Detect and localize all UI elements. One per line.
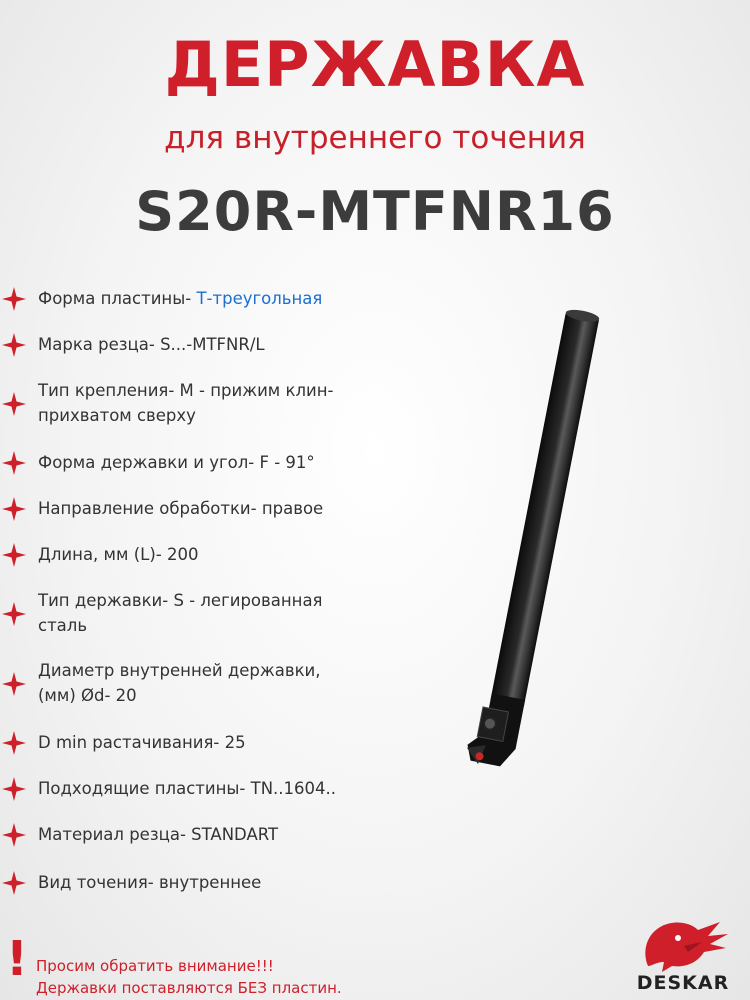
- star-bullet-icon: [2, 543, 26, 567]
- star-bullet-icon: [2, 497, 26, 521]
- spec-label: Материал резца- STANDART: [38, 825, 279, 844]
- spec-label-line2: (мм) Ød- 20: [38, 686, 137, 705]
- star-bullet-icon: [2, 333, 26, 357]
- spec-label-line2: сталь: [38, 616, 88, 635]
- spec-label: D min растачивания- 25: [38, 733, 246, 752]
- spec-label: Подходящие пластины- TN..1604..: [38, 779, 337, 798]
- star-bullet-icon: [2, 451, 26, 475]
- page-subtitle: для внутреннего точения: [164, 120, 586, 156]
- spec-label: Длина, мм (L)- 200: [38, 545, 199, 564]
- spec-value-highlight: Т-треугольная: [196, 289, 323, 308]
- boring-bar-image: [420, 300, 660, 800]
- spec-label: Направление обработки- правое: [38, 499, 324, 518]
- spec-label: Вид точения- внутреннее: [38, 873, 262, 892]
- spec-label: Тип крепления- М - прижим клин-: [38, 381, 334, 400]
- clamp-screw: [483, 717, 497, 731]
- page-title: ДЕРЖАВКА: [164, 28, 586, 101]
- tool-shank: [490, 311, 600, 710]
- model-code: S20R-MTFNR16: [135, 180, 615, 243]
- spec-label: Диаметр внутренней державки,: [38, 661, 321, 680]
- star-bullet-icon: [2, 823, 26, 847]
- brand-name: DESKAR: [636, 972, 730, 994]
- spec-label: Форма державки и угол- F - 91°: [38, 453, 315, 472]
- brand-logo: [628, 916, 738, 996]
- star-bullet-icon: [2, 672, 26, 696]
- star-bullet-icon: [2, 731, 26, 755]
- star-bullet-icon: [2, 602, 26, 626]
- eagle-logo-icon: [628, 916, 738, 974]
- exclamation-icon: !: [6, 931, 28, 987]
- spec-label-line2: прихватом сверху: [38, 406, 196, 425]
- notice-line-2: Державки поставляются БЕЗ пластин.: [36, 979, 342, 997]
- star-bullet-icon: [2, 871, 26, 895]
- star-bullet-icon: [2, 777, 26, 801]
- star-bullet-icon: [2, 287, 26, 311]
- notice-line-1: Просим обратить внимание!!!: [36, 957, 274, 975]
- spec-label: Тип державки- S - легированная: [38, 591, 323, 610]
- spec-label: Марка резца- S...-MTFNR/L: [38, 335, 265, 354]
- spec-label: Форма пластины-: [38, 289, 197, 308]
- star-bullet-icon: [2, 392, 26, 416]
